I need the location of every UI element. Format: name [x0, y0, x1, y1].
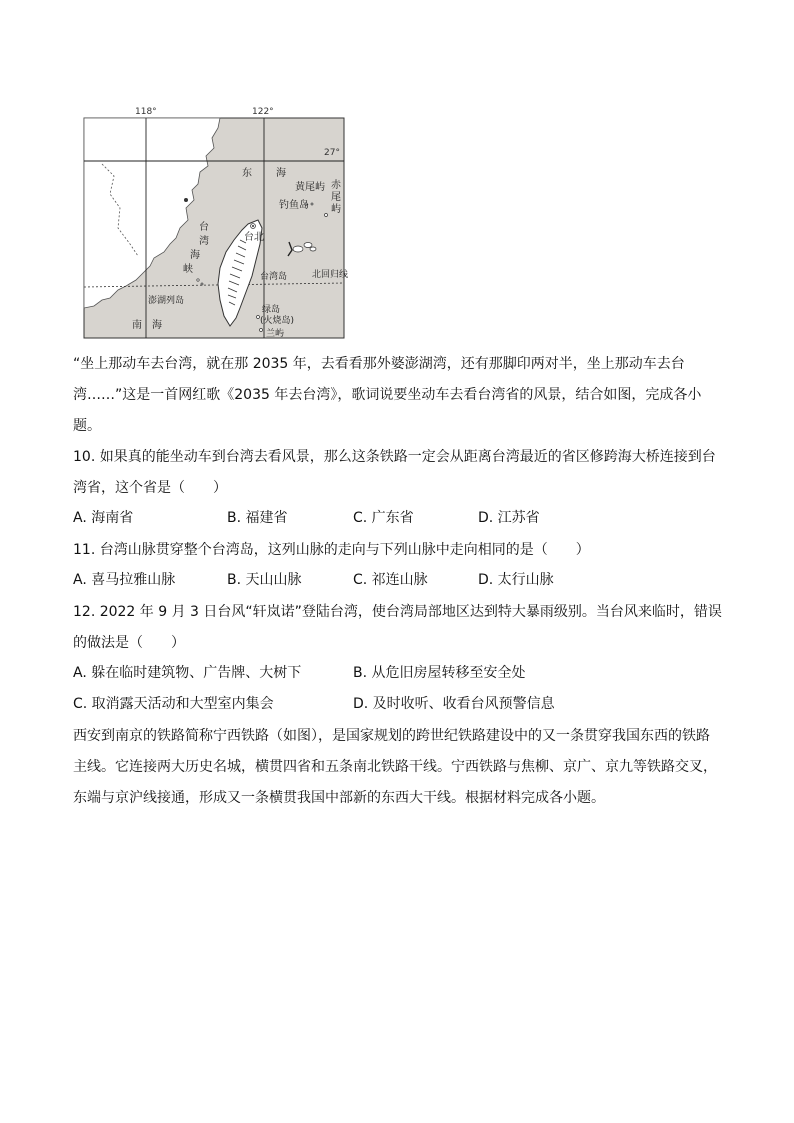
strait-label-3: 海	[190, 250, 200, 261]
chiwei-label-3: 屿	[331, 204, 341, 215]
penghu-label: 澎湖列岛	[148, 296, 185, 306]
q12-stem-line-1: 12. 2022 年 9 月 3 日台风“轩岚诺”登陆台湾，使台湾局部地区达到特大暴雨级别。当台风来临时，错误	[73, 604, 722, 620]
strait-label-2: 湾	[199, 236, 209, 247]
lon-118-label: 118°	[135, 107, 157, 117]
lon-122-label: 122°	[252, 107, 274, 117]
q10-option-c: C. 广东省	[353, 510, 414, 526]
q11-option-b: B. 天山山脉	[227, 572, 302, 588]
q10-stem-line-1: 10. 如果真的能坐动车到台湾去看风景，那么这条铁路一定会从距离台湾最近的省区修跨海大桥连接到台	[73, 449, 716, 465]
q10-option-d: D. 江苏省	[478, 510, 540, 526]
chiwei-label-1: 赤	[331, 180, 341, 191]
strait-label-1: 台	[199, 222, 209, 233]
q12-option-d: D. 及时收听、收看台风预警信息	[353, 696, 555, 712]
q11-stem: 11. 台湾山脉贯穿整个台湾岛，这列山脉的走向与下列山脉中走向相同的是（ ）	[73, 542, 590, 558]
east-sea-label-2: 海	[276, 168, 286, 179]
q11-option-d: D. 太行山脉	[478, 572, 554, 588]
q10-stem-line-2: 湾省，这个省是（ ）	[73, 480, 227, 496]
fuzhou-city-dot	[184, 198, 188, 202]
taipei-label: 台北	[244, 232, 264, 243]
q10-option-a: A. 海南省	[73, 510, 134, 526]
q11-option-a: A. 喜马拉雅山脉	[73, 572, 176, 588]
q12-stem-line-2: 的做法是（ ）	[73, 635, 185, 651]
intro-line-1: “坐上那动车去台湾，就在那 2035 年，去看看那外婆澎湖湾，还有那脚印两对半，坐上那动车去台	[73, 356, 685, 372]
q12-option-a: A. 躲在临时建筑物、广告牌、大树下	[73, 665, 302, 681]
chiwei-label-2: 尾	[331, 192, 341, 203]
tropic-of-cancer-label: 北回归线	[312, 270, 348, 280]
lanyu-label: 兰屿	[266, 329, 285, 339]
lvdao-label: 绿岛	[262, 305, 281, 315]
q12-option-c: C. 取消露天活动和大型室内集会	[73, 696, 274, 712]
passage2-line-2: 主线。它连接两大历史名城，横贯四省和五条南北铁路干线。宁西铁路与焦柳、京广、京九等铁路交叉，	[73, 759, 717, 775]
lat-27-label: 27°	[324, 148, 340, 158]
passage2-line-3: 东端与京沪线接通，形成又一条横贯我国中部新的东西大干线。根据材料完成各小题。	[73, 790, 605, 806]
passage2-line-1: 西安到南京的铁路简称宁西铁路（如图），是国家规划的跨世纪铁路建设中的又一条贯穿我国东西的铁路	[73, 728, 710, 744]
huangwei-label: 黄尾屿	[295, 182, 325, 193]
diaoyu-label: 钓鱼岛	[279, 200, 309, 211]
q12-option-b: B. 从危旧房屋转移至安全处	[353, 665, 526, 681]
south-sea-label-1: 南	[132, 320, 142, 331]
taiwan-map-figure	[80, 104, 348, 340]
south-sea-label-2: 海	[152, 320, 162, 331]
q11-option-c: C. 祁连山脉	[353, 572, 428, 588]
intro-line-3: 题。	[73, 418, 101, 434]
taiwan-island-label: 台湾岛	[260, 272, 288, 282]
strait-label-4: 峡	[183, 264, 193, 275]
intro-line-2: 湾……”这是一首网红歌《2035 年去台湾》，歌词说要坐动车去看台湾省的风景，结合如图，完成各小	[73, 387, 702, 403]
east-sea-label-1: 东	[242, 168, 252, 179]
q10-option-b: B. 福建省	[227, 510, 288, 526]
huoshao-label: (火烧岛)	[260, 316, 295, 326]
